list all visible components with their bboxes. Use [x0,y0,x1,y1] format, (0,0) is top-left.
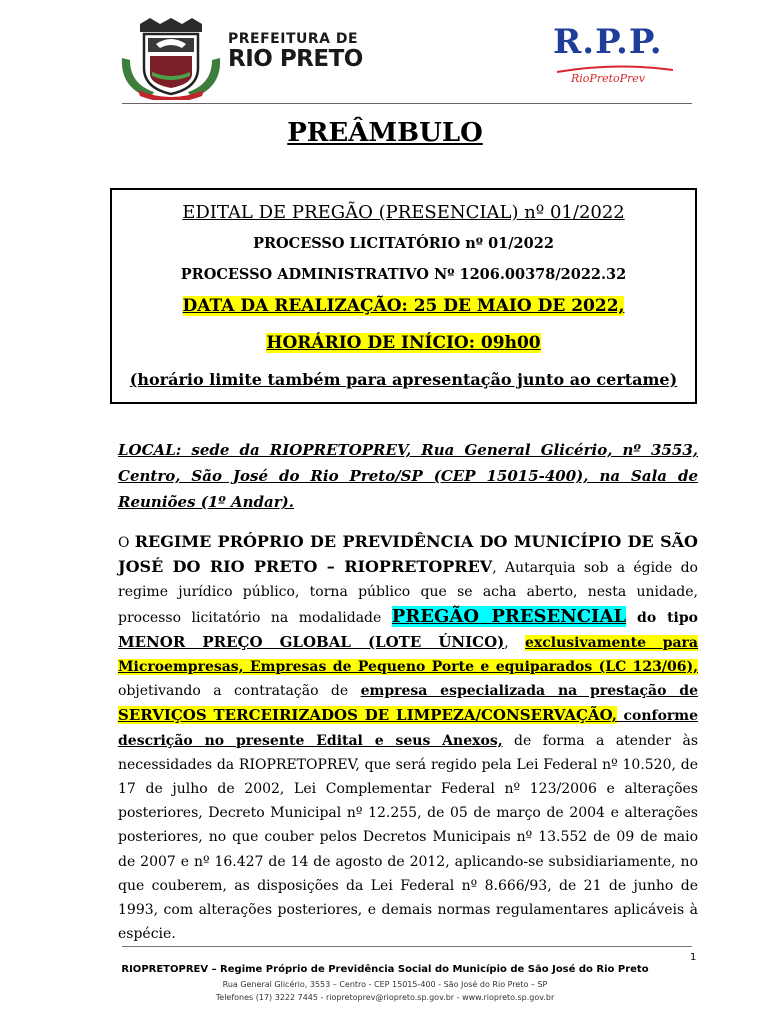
footer-contact: Telefones (17) 3222 7445 - riopretoprev@riopreto.sp.gov.br - www.riopreto.sp.gov.br [215,993,555,1002]
footer-address: Rua General Glicério, 3553 – Centro - CEP 15015-400 - São José do Rio Preto – SP [222,980,548,989]
body-o: O [118,535,135,551]
processo-administrativo: PROCESSO ADMINISTRATIVO Nº 1206.00378/2022.32 [180,266,627,283]
page-number: 1 [690,952,697,963]
data-realizacao-text: DATA DA REALIZAÇÃO: 25 DE MAIO DE 2022, [182,296,625,316]
body-text-c: objetivando a contratação de [118,683,361,700]
body-pregao: PREGÃO PRESENCIAL [391,605,627,627]
footer-divider [122,946,692,947]
header-divider [122,103,692,104]
data-realizacao [112,296,695,316]
edital-number-text: EDITAL DE PREGÃO (PRESENCIAL) nº 01/2022 [182,202,625,223]
local-paragraph [118,437,698,515]
riopretoprev-logo [545,22,675,92]
body-regime: REGIME PRÓPRIO DE PREVIDÊNCIA DO MUNICÍPIO DE SÃO JOSÉ DO RIO PRETO – RIOPRETOPREV [118,532,698,577]
page-title: PREÂMBULO [287,118,483,148]
body-paragraph [118,530,698,946]
horario-inicio [112,333,695,353]
body-menor-preco: MENOR PREÇO GLOBAL (LOTE ÚNICO) [118,632,505,651]
footer-org-name: RIOPRETOPREV – Regime Próprio de Previdência Social do Município de São José do Rio Preto [121,964,649,975]
body-text-a: , Autarquia sob a égide do regime jurídico público, torna público que se acha aberto, nesta unidade, processo licitatório na modalidade [118,560,698,626]
horario-nota-text: (horário limite também para apresentação junto ao certame) [129,370,678,389]
body-exclusivo: exclusivamente para Microempresas, Empresas de Pequeno Porte e equiparados (LC 123/06), [118,634,699,676]
body-text-d: de forma a atender às necessidades da RIOPRETOPREV, que será regido pela Lei Federal nº 10.520, de 17 de julho de 2002, Lei Complementar Federal nº 123/2006 e alterações posteriores, Decreto Municipal nº 12.255, de 05 de março de 2004 e alterações posteriores, no que couber pelos Decretos Municipais nº 13.552 de 09 de maio de 2007 e nº 16.427 de 14 de agosto de 2012, aplicando-se subsidiariamente, no que couberem, as disposições da Lei Federal nº 8.666/93, de 21 de junho de 1993, com alterações posteriores, e demais normas regulamentares aplicáveis à espécie. [118,732,699,943]
processo-licitatorio: PROCESSO LICITATÓRIO nº 01/2022 [253,235,554,252]
body-empresa: empresa especializada na prestação de [360,683,698,700]
rpp-logo-subtitle: RioPretoPrev [571,72,646,85]
body-servicos: SERVIÇOS TERCEIRIZADOS DE LIMPEZA/CONSERVAÇÃO, [118,706,618,725]
prefeitura-logo [228,32,363,71]
edital-info-box [110,188,697,404]
horario-inicio-text: HORÁRIO DE INÍCIO: 09h00 [266,333,541,353]
page-header [0,0,770,105]
city-crest-logo [120,18,222,100]
prefeitura-label: PREFEITURA DE [228,31,359,47]
rio-preto-label: RIO PRETO [228,46,363,72]
body-text-b: , [504,634,526,651]
horario-nota [112,370,695,389]
local-text: LOCAL: sede da RIOPRETOPREV, Rua General Glicério, nº 3553, Centro, São José do Rio Preto/SP (CEP 15015-400), na Sala de Reuniões (1º Andar). [118,441,698,511]
rpp-logo-text: R.P.P. [553,22,663,62]
body-conforme: conforme descrição no presente Edital e seus Anexos, [118,708,698,749]
edital-number [112,202,695,223]
body-tipo: do tipo [626,609,698,626]
